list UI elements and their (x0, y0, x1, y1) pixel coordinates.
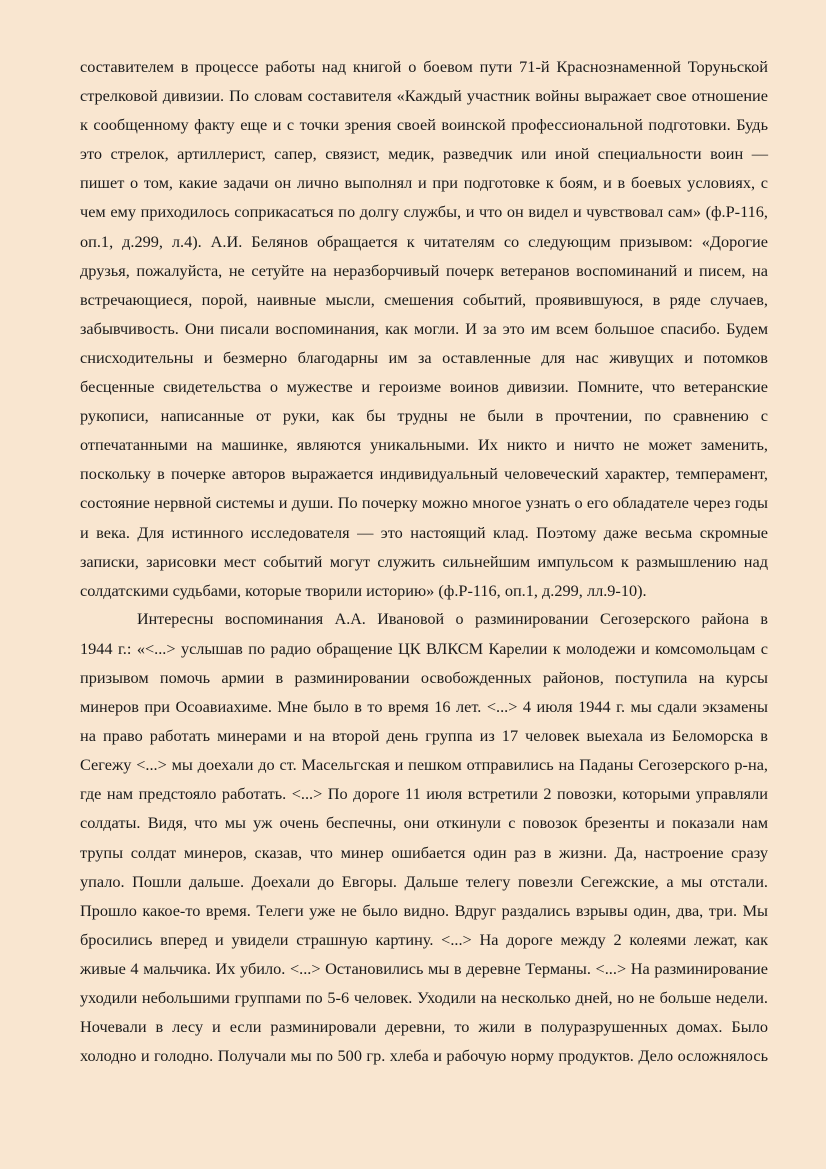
text-line: забывчивость. Они писали воспоминания, как могли. И за это им всем большое спасибо. Будем (80, 318, 768, 338)
text-line: трупы солдат минеров, сказав, что минер ошибается один раз в жизни. Да, настроение сразу (80, 842, 768, 862)
text-line: отпечатанными на машинке, являются уникальными. Их никто и ничто не может заменить, (80, 435, 768, 455)
text-line: упало. Пошли дальше. Доехали до Евгоры. Дальше телегу повезли Сегежские, а мы отстали. (80, 871, 768, 891)
text-line: друзья, пожалуйста, не сетуйте на неразборчивый почерк ветеранов воспоминаний и писем, на (80, 260, 768, 280)
paragraph-2 (80, 605, 768, 1071)
text-line: пишет о том, какие задачи он лично выполнял и при подготовке к боям, и в боевых условиях, с (80, 173, 768, 193)
text-line: уходили небольшими группами по 5-6 человек. Уходили на несколько дней, но не больше недели. (80, 988, 768, 1007)
text-line: живые 4 мальчика. Их убило. <...> Остановились мы в деревне Терманы. <...> На разминирование (80, 958, 768, 978)
text-line: составителем в процессе работы над книгой о боевом пути 71-й Краснознаменной Торуньской (80, 57, 768, 76)
text-line: на право работать минерами и на второй день группа из 17 человек выехала из Беломорска в (80, 726, 768, 746)
text-line: чем ему приходилось соприкасаться по долгу службы, и что он видел и чувствовал сам» (ф.Р-116, (80, 202, 768, 222)
text-line: стрелковой дивизии. По словам составителя «Каждый участник войны выражает свое отношение (80, 86, 768, 106)
text-line: холодно и голодно. Получали мы по 500 гр. хлеба и рабочую норму продуктов. Дело осложнялось (80, 1046, 768, 1066)
text-line: Ночевали в лесу и если разминировали деревни, то жили в полуразрушенных домах. Было (80, 1017, 768, 1037)
text-line: призывом помочь армии в разминировании освобожденных районов, поступила на курсы (80, 667, 768, 687)
text-line: Прошло какое-то время. Телеги уже не было видно. Вдруг раздались взрывы один, два, три. Мы (80, 900, 768, 920)
text-line: минеров при Осоавиахиме. Мне было в то время 16 лет. <...> 4 июля 1944 г. мы сдали экзамены (80, 697, 768, 717)
text-line: оп.1, д.299, л.4). А.И. Белянов обращается к читателям со следующим призывом: «Дорогие (80, 231, 768, 251)
text-line: и века. Для истинного исследователя — это настоящий клад. Поэтому даже весьма скромные (80, 522, 768, 542)
text-line: бесценные свидетельства о мужестве и героизме воинов дивизии. Помните, что ветеранские (80, 377, 768, 397)
text-line: это стрелок, артиллерист, сапер, связист, медик, разведчик или иной специальности воин — (80, 144, 768, 164)
text-line: 1944 г.: «<...> услышав по радио обращение ЦК ВЛКСМ Карелии к молодежи и комсомольцам с (80, 638, 768, 658)
text-line: к сообщенному факту еще и с точки зрения своей воинской профессиональной подготовки. Будь (80, 115, 768, 135)
text-line: записки, зарисовки мест событий могут служить сильнейшим импульсом к размышлению над (80, 551, 768, 571)
text-line: солдатскими судьбами, которые творили историю» (ф.Р-116, оп.1, д.299, лл.9-10). (80, 580, 647, 600)
document-page (80, 52, 768, 1070)
text-line: состояние нервной системы и души. По почерку можно многое узнать о его обладателе через годы (80, 493, 768, 513)
text-line: рукописи, написанные от руки, как бы трудны не были в прочтении, по сравнению с (80, 406, 768, 426)
text-line: снисходительны и безмерно благодарны им за оставленные для нас живущих и потомков (80, 347, 768, 367)
text-line: солдаты. Видя, что мы уж очень беспечны, они откинули с повозок брезенты и показали нам (80, 813, 768, 833)
text-line: бросились вперед и увидели страшную картину. <...> На дороге между 2 колеями лежат, как (80, 929, 768, 949)
text-line: поскольку в почерке авторов выражается индивидуальный человеческий характер, темперамент, (80, 464, 768, 484)
text-line: где нам предстояло работать. <...> По дороге 11 июля встретили 2 повозки, которыми управляли (80, 784, 768, 804)
text-line: встречающиеся, порой, наивные мысли, смешения событий, проявившуюся, в ряде случаев, (80, 289, 768, 309)
text-line: Сегежу <...> мы доехали до ст. Масельгская и пешком отправились на Паданы Сегозерского р-на, (80, 755, 768, 775)
paragraph-1 (80, 52, 768, 605)
text-line: Интересны воспоминания А.А. Ивановой о разминировании Сегозерского района в (137, 610, 768, 628)
